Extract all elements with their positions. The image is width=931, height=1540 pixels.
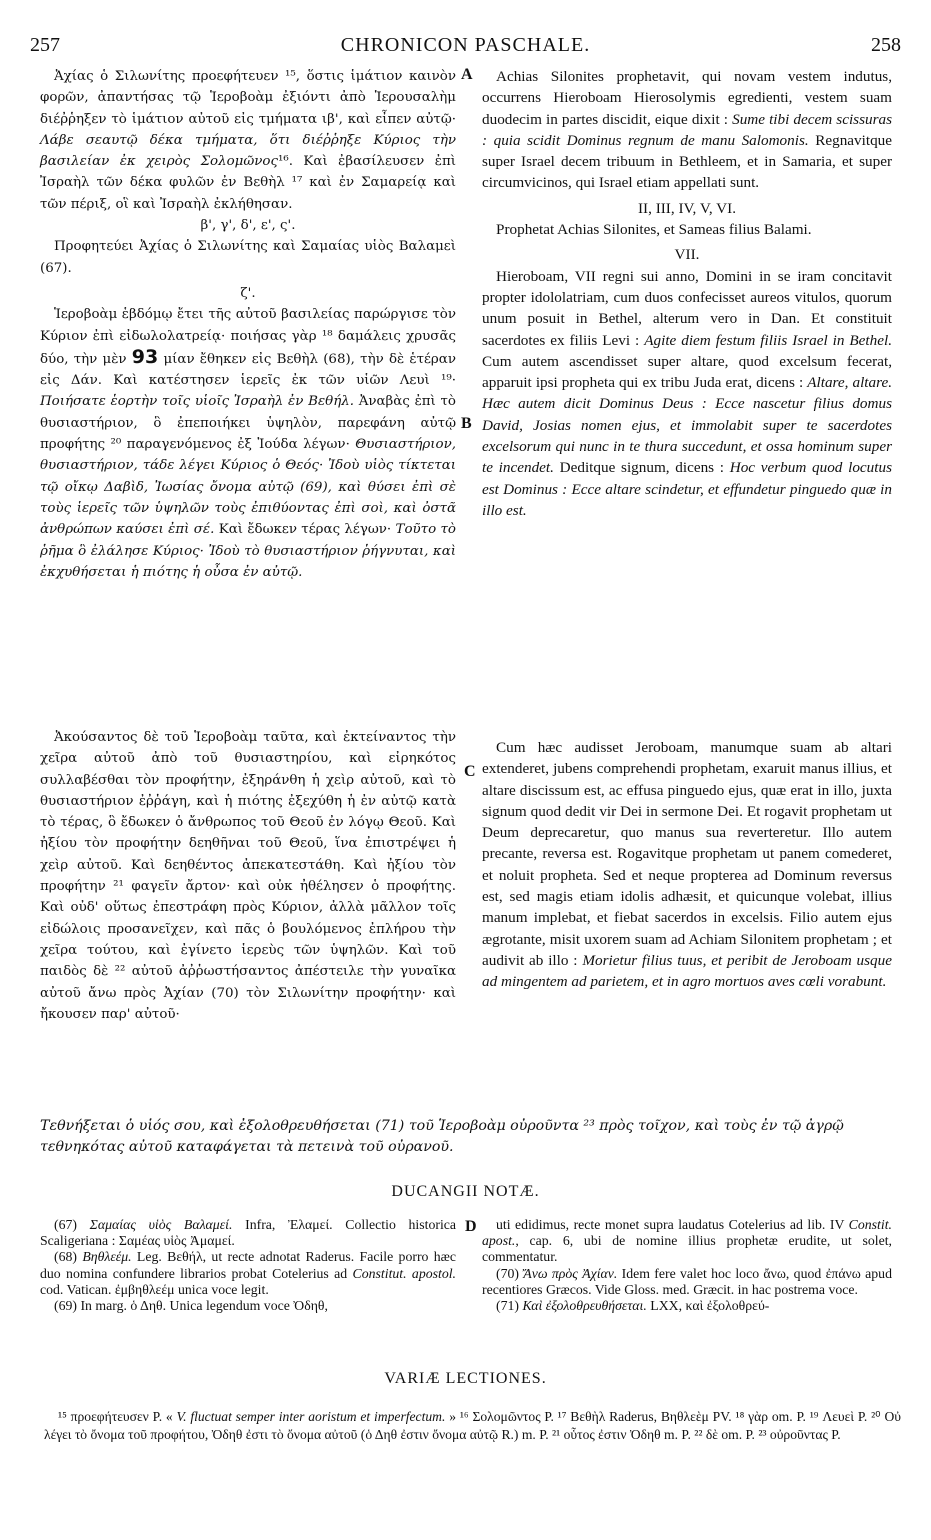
latin-paragraph-2: Prophetat Achias Silonites, et Sameas filius Balami. [496, 221, 812, 239]
greek-p3-a: Ἱεροβοὰμ ἑβδόμῳ ἔτει τῆς αὐτοῦ βασιλείας παρώργισε τὸν Κύριον ἐπὶ εἰδωλολατρείᾳ· ποιήσας γὰρ ¹⁸ δαμάλεις χρυσᾶς δύο, τὴν μὲν [40, 307, 456, 367]
note-67-label: Σαμαίας υἱὸς Βαλαμεί. [89, 1217, 233, 1232]
note-71: (71) Καὶ ἐξολοθρευθήσεται. LXX, καὶ ἐξολοθρεύ- [496, 1298, 770, 1314]
margin-marker-d: D [465, 1218, 477, 1235]
greek-p3-c: Ἀναβὰς ἐπὶ τὸ θυσιαστήριον, ὃ ἐπεποιήκει ὑψηλὸν, παρεφάνη αὐτῷ προφήτης ²⁰ παραγενόμενος ἐξ Ἰούδα λέγων· [40, 394, 456, 453]
note-70-text: Idem fere valet hoc loco ἄνω, quod ἐπάνω apud recentiores Græcos. Vide Gloss. med. Græcit. in hac postrema voce. [482, 1265, 892, 1297]
margin-marker-c: C [464, 763, 476, 780]
latin-p3-a: Hieroboam, VII regni sui anno, Domini in se iram concitavit propter idololatriam, cum duos confecisset aureos vitulos, quorum unum posuit in Bethel, alterum vero in Dan. Et constituit sacerdotes ex filiis Levi : [482, 267, 892, 349]
note-67-text: Infra, Ἐλαμεί. Collectio historica Scaligeriana : Σαμέας υἱὸς Ἀμαμεί. [40, 1217, 457, 1249]
note-69-right-a: uti edidimus, recte monet supra laudatus Cotelerius ad lib. IV [496, 1217, 845, 1232]
note-68-cite: Constitut. apostol. [352, 1265, 457, 1281]
note-71-label: Καὶ ἐξολοθρευθήσεται. [522, 1298, 647, 1314]
latin-p3-b: Cum autem ascendisset super altare, quod excelsum fecerat, apparuit ipsi propheta qui ex tribu Juda erat, dicens : [482, 352, 892, 392]
latin-column-lower [482, 737, 892, 993]
margin-marker-b: B [461, 415, 472, 432]
latin-section-vii: VII. [674, 246, 700, 264]
variants-heading: VARIÆ LECTIONES. [384, 1370, 547, 1387]
page-reference-number: 93 [131, 345, 159, 368]
running-title: CHRONICON PASCHALE. [340, 34, 591, 56]
latin-p3-c: Deditque signum, dicens : [559, 459, 725, 477]
latin-paragraph-4 [482, 737, 892, 993]
variant-15-note: V. fluctuat semper inter aoristum et imperfectum. [176, 1409, 446, 1424]
note-69-continued [482, 1217, 892, 1266]
greek-section-z: ζ'. [240, 285, 256, 301]
greek-p1: Ἀχίας ὁ Σιλωνίτης προεφήτευεν ¹⁵, ὅστις ἱμάτιον καινὸν φορῶν, ἀπαντήσας τῷ Ἱεροβοὰμ ἐξιόντι ἀπὸ Ἱερουσαλὴμ διέῤῥηξεν τὸ ἱμάτιον αὐτοῦ εἰς τμήματα ιβ', καὶ εἶπεν αὐτῷ· [40, 69, 456, 127]
greek-p4-quote: Τεθνήξεται ὁ υἱός σου, καὶ ἐξολοθρευθήσεται (71) τοῦ Ἱεροβοὰμ οὐροῦντα ²³ πρὸς τοῖχον, καὶ τοὺς ἐν τῷ ἀγρῷ τεθνηκότας αὐτοῦ καταφάγεται τὰ πετεινὰ τοῦ οὐρανοῦ. [40, 1118, 844, 1156]
latin-p4-quote: Morietur filius tuus, et peribit de Jeroboam usque ad mingentem ad parietem, et in agro mortuos aves cœli vorabunt. [482, 951, 892, 991]
page-number-left: 257 [30, 34, 60, 56]
latin-p4-a: Cum hæc audisset Jeroboam, manumque suam ab altari extenderet, jubens comprehendi prophetam, exaruit manus illius, et altare discissum est, ac effusa pinguedo ejus, quæ erat in illo, juxta signum quod dedit vir Dei in sermone Dei. Et rogavit prophetam ut Deum deprecaretur, quo manus sua reverteretur. Illo autem precante, reversa est. Rogavitque prophetam ut panem comederet, et noluit propheta. Sed et neque propterea ad Dominum reversus est, sed magis etiam idolis adhæsit, et quicunque volebat, illius manum implebat, et fiebat sacerdos in excelsis. Filio autem ejus ægrotante, misit uxorem suam ad Achiam Silonitem prophetam ; et audivit ab illo : [482, 739, 892, 969]
greek-p1-tail: ¹⁶. Καὶ ἐβασίλευσεν ἐπὶ Ἰσραὴλ τῶν δέκα φυλῶν ἐν Βεθὴλ ¹⁷ καὶ ἐν Σαμαρείᾳ καὶ τῶν πέριξ, οἳ καὶ Ἰσραὴλ ἐκλήθησαν. [40, 154, 456, 212]
variant-15: ¹⁵ προεφήτευσεν P. « [58, 1409, 173, 1424]
greek-p3-quote-2: Θυσιαστήριον, θυσιαστήριον, τάδε λέγει Κύριος ὁ Θεός· Ἰδοὺ υἱὸς τίκτεται τῷ οἴκῳ Δαβὶδ, Ἰωσίας ὄνομα αὐτῷ (69), καὶ θύσει ἐπὶ σὲ τοὺς ἱερεῖς τῶν ὑψηλῶν τοὺς ἐπιθύοντας ἐπὶ σοὶ, καὶ ὀστᾶ ἀνθρώπων καύσει ἐπὶ σέ. [40, 437, 456, 538]
note-68: (68) Βηθλεέμ. Leg. Βεθήλ, ut recte adnotat Raderus. Facile porro hæc duo nomina confundere librarios probat Cotelerius ad Constitut. apostol. cod. Vatican. ἐμβηθλεέμ unica voce legit. [40, 1249, 457, 1297]
latin-p1: Achias Silonites prophetavit, qui novam vestem indutus, occurrens Hieroboam Hierosolymis egredienti, vestem suam duodecim in partes discidit, eique dixit : [482, 68, 892, 128]
latin-p3-quote-3: Hoc verbum quod locutus est Dominus : Ecce altare scindetur, et effundetur pinguedo quæ in illo est. [482, 459, 892, 519]
latin-p1-tail: Regnavitque super Israel decem tribuum in Bethleem, et in Samaria, et super circumvicinos, qui Israel etiam appellati sunt. [482, 131, 892, 192]
latin-p3-quote-1: Agite diem festum filiis Israel in Bethel. [644, 331, 892, 349]
note-69: (69) In marg. ὁ Δηθ. Unica legendum voce Ὀδηθ, [54, 1298, 328, 1314]
latin-p3-quote-2: Altare, altare. Hæc autem dicit Dominus Deus : Ecce nascetur filius domus David, Josias nomen ejus, et immolabit super te sacerdotes excelsorum qui nunc in te thura succedunt, et ossa hominum super te incendet. [482, 374, 892, 477]
latin-column-upper [482, 66, 892, 521]
greek-column-lower [40, 727, 456, 1025]
note-69-text: In marg. ὁ Δηθ. Unica legendum voce Ὀδηθ, [80, 1298, 328, 1314]
greek-p3-b: μίαν ἔθηκεν εἰς Βεθὴλ (68), τὴν δὲ ἑτέραν εἰς Δάν. Καὶ κατέστησεν ἱερεῖς ἐκ τῶν υἱῶν Λευὶ ¹⁹· [40, 351, 456, 389]
latin-paragraph-1 [482, 66, 892, 194]
variant-readings [44, 1408, 901, 1444]
greek-p3-quote-3: Τοῦτο τὸ ῥῆμα ὃ ἐλάλησε Κύριος· Ἰδοὺ τὸ θυσιαστήριον ῥήγνυται, καὶ ἐκχυθήσεται ἡ πιότης ἡ οὖσα ἐν αὐτῷ. [40, 522, 456, 580]
note-69-right-b: , cap. 6, ubi de nomine illius prophetæ erudite, ut solet, commentatur. [482, 1233, 892, 1265]
greek-paragraph-2: Προφητεύει Ἀχίας ὁ Σιλωνίτης καὶ Σαμαίας υἱὸς Βαλαμεὶ (67). [40, 239, 456, 276]
greek-column-upper [40, 66, 456, 583]
notes-heading: DUCANGII NOTÆ. [391, 1183, 540, 1200]
note-70-label: Ἄνω πρὸς Ἀχίαν. [523, 1265, 618, 1281]
latin-paragraph-3 [482, 266, 892, 522]
greek-paragraph-4: Ἀκούσαντος δὲ τοῦ Ἱεροβοὰμ ταῦτα, καὶ ἐκτείναντος τὴν χεῖρα αὐτοῦ ἀπὸ τοῦ θυσιαστηρίου, καὶ εἰρηκότος συλλαβέσθαι τὸν προφήτην, ἐξηράνθη ἡ χεὶρ αὐτοῦ, καὶ τὸ θυσιαστήριον ἐῤῥάγη, καὶ ἡ πιότης ἐξεχύθη ἡ ἐν αὐτῷ κατὰ τὸ τέρας, ὃ ἔδωκεν ὁ ἄνθρωπος τοῦ Θεοῦ ἐν λόγῳ Θεοῦ. Καὶ ἠξίου τὸν προφήτην δεηθῆναι τοῦ Θεοῦ, ἵνα ἐπιστρέψει ἡ χεὶρ αὐτοῦ. Καὶ δεηθέντος ἀπεκατεστάθη. Καὶ ἠξίου τὸν προφήτην ²¹ φαγεῖν ἄρτον· καὶ οὐκ ἠθέλησεν ὁ προφήτης. Καὶ οὐδ' οὕτως ἐπεστράφη πρὸς Κύριον, ἀλλὰ μᾶλλον τοῖς εἰδώλοις προσανεῖχεν, καὶ πᾶς ὁ βουλόμενος ἐπλήρου τὴν χεῖρα τούτου, καὶ ἐγίνετο ἱερεὺς τῶν ὑψηλῶν. Καὶ τοῦ παιδὸς δὲ ²² αὐτοῦ ἀῤῥωστήσαντος ἀπέστειλε τὴν γυναῖκα αὐτοῦ ἄνω πρὸς Ἀχίαν (70) τὸν Σιλωνίτην προφήτην· καὶ ἤκουσεν παρ' αὐτοῦ· [40, 730, 456, 1022]
latin-numerals: II, III, IV, V, VI. [637, 199, 736, 217]
note-68-text: Leg. Βεθήλ, ut recte adnotat Raderus. Facile porro hæc duo nomina confundere librarios probat Cotelerius ad [40, 1249, 456, 1281]
notes-column-right [482, 1217, 892, 1314]
greek-numerals: β', γ', δ', ε', ς'. [200, 218, 296, 234]
note-68-label: Βηθλεέμ. [82, 1249, 132, 1265]
latin-p1-quote: Sume tibi decem scissuras : quia scidit Dominus regnum de manu Salomonis. [482, 110, 893, 149]
running-header [30, 34, 901, 60]
greek-paragraph-3 [40, 304, 456, 583]
greek-p3-quote-1: Ποιήσατε ἑορτὴν τοῖς υἱοῖς Ἰσραὴλ ἐν Βεθήλ. [40, 394, 354, 410]
note-70: (70) Ἄνω πρὸς Ἀχίαν. Idem fere valet hoc loco ἄνω, quod ἐπάνω apud recentiores Græcos. Vide Gloss. med. Græcit. in hac postrema voce. [482, 1265, 892, 1297]
margin-marker-a: A [461, 66, 473, 83]
note-68-tail: cod. Vatican. ἐμβηθλεέμ unica voce legit. [40, 1281, 269, 1297]
notes-column-left [40, 1217, 456, 1314]
note-69-cite: Constit. apost. [482, 1217, 892, 1249]
page-number-right: 258 [871, 34, 901, 56]
greek-full-width-continuation [40, 1116, 903, 1159]
variant-rest: » ¹⁶ Σολομῶντος P. ¹⁷ Βεθὴλ Raderus, Βηθλεὲμ PV. ¹⁸ γὰρ om. P. ¹⁹ Λευεὶ P. ²⁰ Οὐ λέγει τὸ ὄνομα τοῦ προφήτου, Ὀδηθ ἐστι τὸ ὄνομα αὐτοῦ (ὁ Δηθ ἐστιν ὄνομα αὐτῷ R.) m. P. ²¹ οὗτος ἐστιν Ὀδηθ m. P. ²² δὲ om. P. ²³ οὐροῦντας P. [44, 1409, 902, 1442]
greek-p3-d: Καὶ ἔδωκεν τέρας λέγων· [218, 522, 392, 538]
note-67: (67) Σαμαίας υἱὸς Βαλαμεί. Infra, Ἐλαμεί. Collectio historica Scaligeriana : Σαμέας υἱὸς Ἀμαμεί. [40, 1217, 457, 1249]
greek-p1-quote: Λάβε σεαυτῷ δέκα τμήματα, ὅτι διέῤῥηξε Κύριος τὴν βασιλείαν ἐκ χειρὸς Σολομῶνος [40, 132, 456, 170]
greek-paragraph-1 [40, 66, 456, 215]
note-71-text: LXX, καὶ ἐξολοθρεύ- [650, 1298, 770, 1314]
